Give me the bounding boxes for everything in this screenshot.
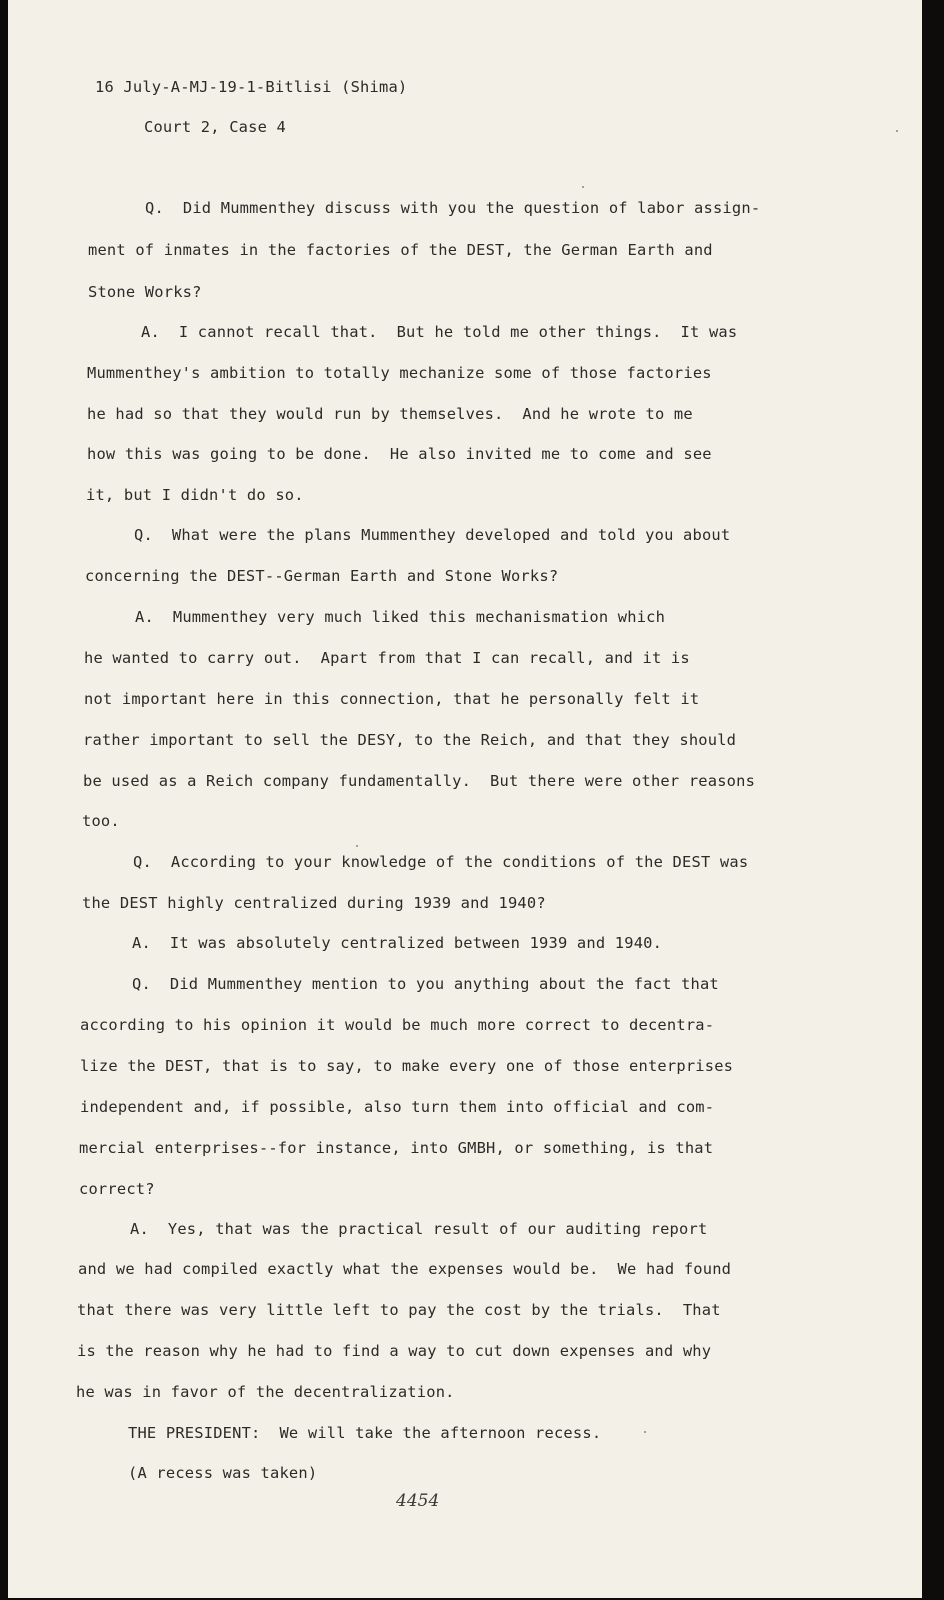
text-line: rather important to sell the DESY, to the Reich, and that they should (83, 731, 737, 749)
text-line: Stone Works? (88, 283, 202, 301)
text-line: he had so that they would run by themselves. And he wrote to me (87, 405, 693, 423)
text-line: A. Yes, that was the practical result of our auditing report (130, 1220, 708, 1238)
text-line: Mummenthey's ambition to totally mechanize some of those factories (87, 364, 712, 382)
text-line: too. (82, 812, 120, 830)
text-line: ment of inmates in the factories of the DEST, the German Earth and (88, 241, 713, 259)
text-line: Q. What were the plans Mummenthey developed and told you about (134, 526, 731, 544)
text-line: it, but I didn't do so. (86, 486, 304, 504)
paper-speck (582, 186, 584, 188)
text-line: A. It was absolutely centralized between 1939 and 1940. (132, 934, 663, 952)
text-line: concerning the DEST--German Earth and Stone Works? (85, 567, 559, 585)
document-subheader: Court 2, Case 4 (144, 118, 286, 136)
document-page (8, 0, 922, 1598)
text-line: not important here in this connection, that he personally felt it (84, 690, 700, 708)
paper-speck (356, 845, 358, 847)
text-line: he wanted to carry out. Apart from that I can recall, and it is (84, 649, 690, 667)
text-line: independent and, if possible, also turn them into official and com- (80, 1098, 715, 1116)
paper-speck (896, 130, 898, 132)
text-line: A. Mummenthey very much liked this mechanismation which (135, 608, 666, 626)
text-line: Q. Did Mummenthey mention to you anything about the fact that (132, 975, 719, 993)
text-line: that there was very little left to pay the cost by the trials. That (77, 1301, 721, 1319)
text-line: is the reason why he had to find a way to cut down expenses and why (77, 1342, 712, 1360)
page-number: 4454 (396, 1491, 440, 1511)
text-line: A. I cannot recall that. But he told me other things. It was (141, 323, 738, 341)
text-line: mercial enterprises--for instance, into GMBH, or something, is that (79, 1139, 714, 1157)
text-line: THE PRESIDENT: We will take the afternoon recess. (128, 1424, 602, 1442)
text-line: he was in favor of the decentralization. (76, 1383, 455, 1401)
document-header: 16 July-A-MJ-19-1-Bitlisi (Shima) (95, 78, 408, 96)
paper-speck (644, 1431, 646, 1433)
text-line: be used as a Reich company fundamentally. But there were other reasons (83, 772, 756, 790)
text-line: Q. According to your knowledge of the conditions of the DEST was (133, 853, 749, 871)
text-line: lize the DEST, that is to say, to make every one of those enterprises (80, 1057, 734, 1075)
text-line: the DEST highly centralized during 1939 and 1940? (82, 894, 546, 912)
text-line: (A recess was taken) (128, 1464, 318, 1482)
text-line: how this was going to be done. He also invited me to come and see (87, 445, 712, 463)
text-line: correct? (79, 1180, 155, 1198)
text-line: according to his opinion it would be much more correct to decentra- (80, 1016, 715, 1034)
text-line: and we had compiled exactly what the expenses would be. We had found (78, 1260, 732, 1278)
text-line: Q. Did Mummenthey discuss with you the question of labor assign- (145, 199, 761, 217)
